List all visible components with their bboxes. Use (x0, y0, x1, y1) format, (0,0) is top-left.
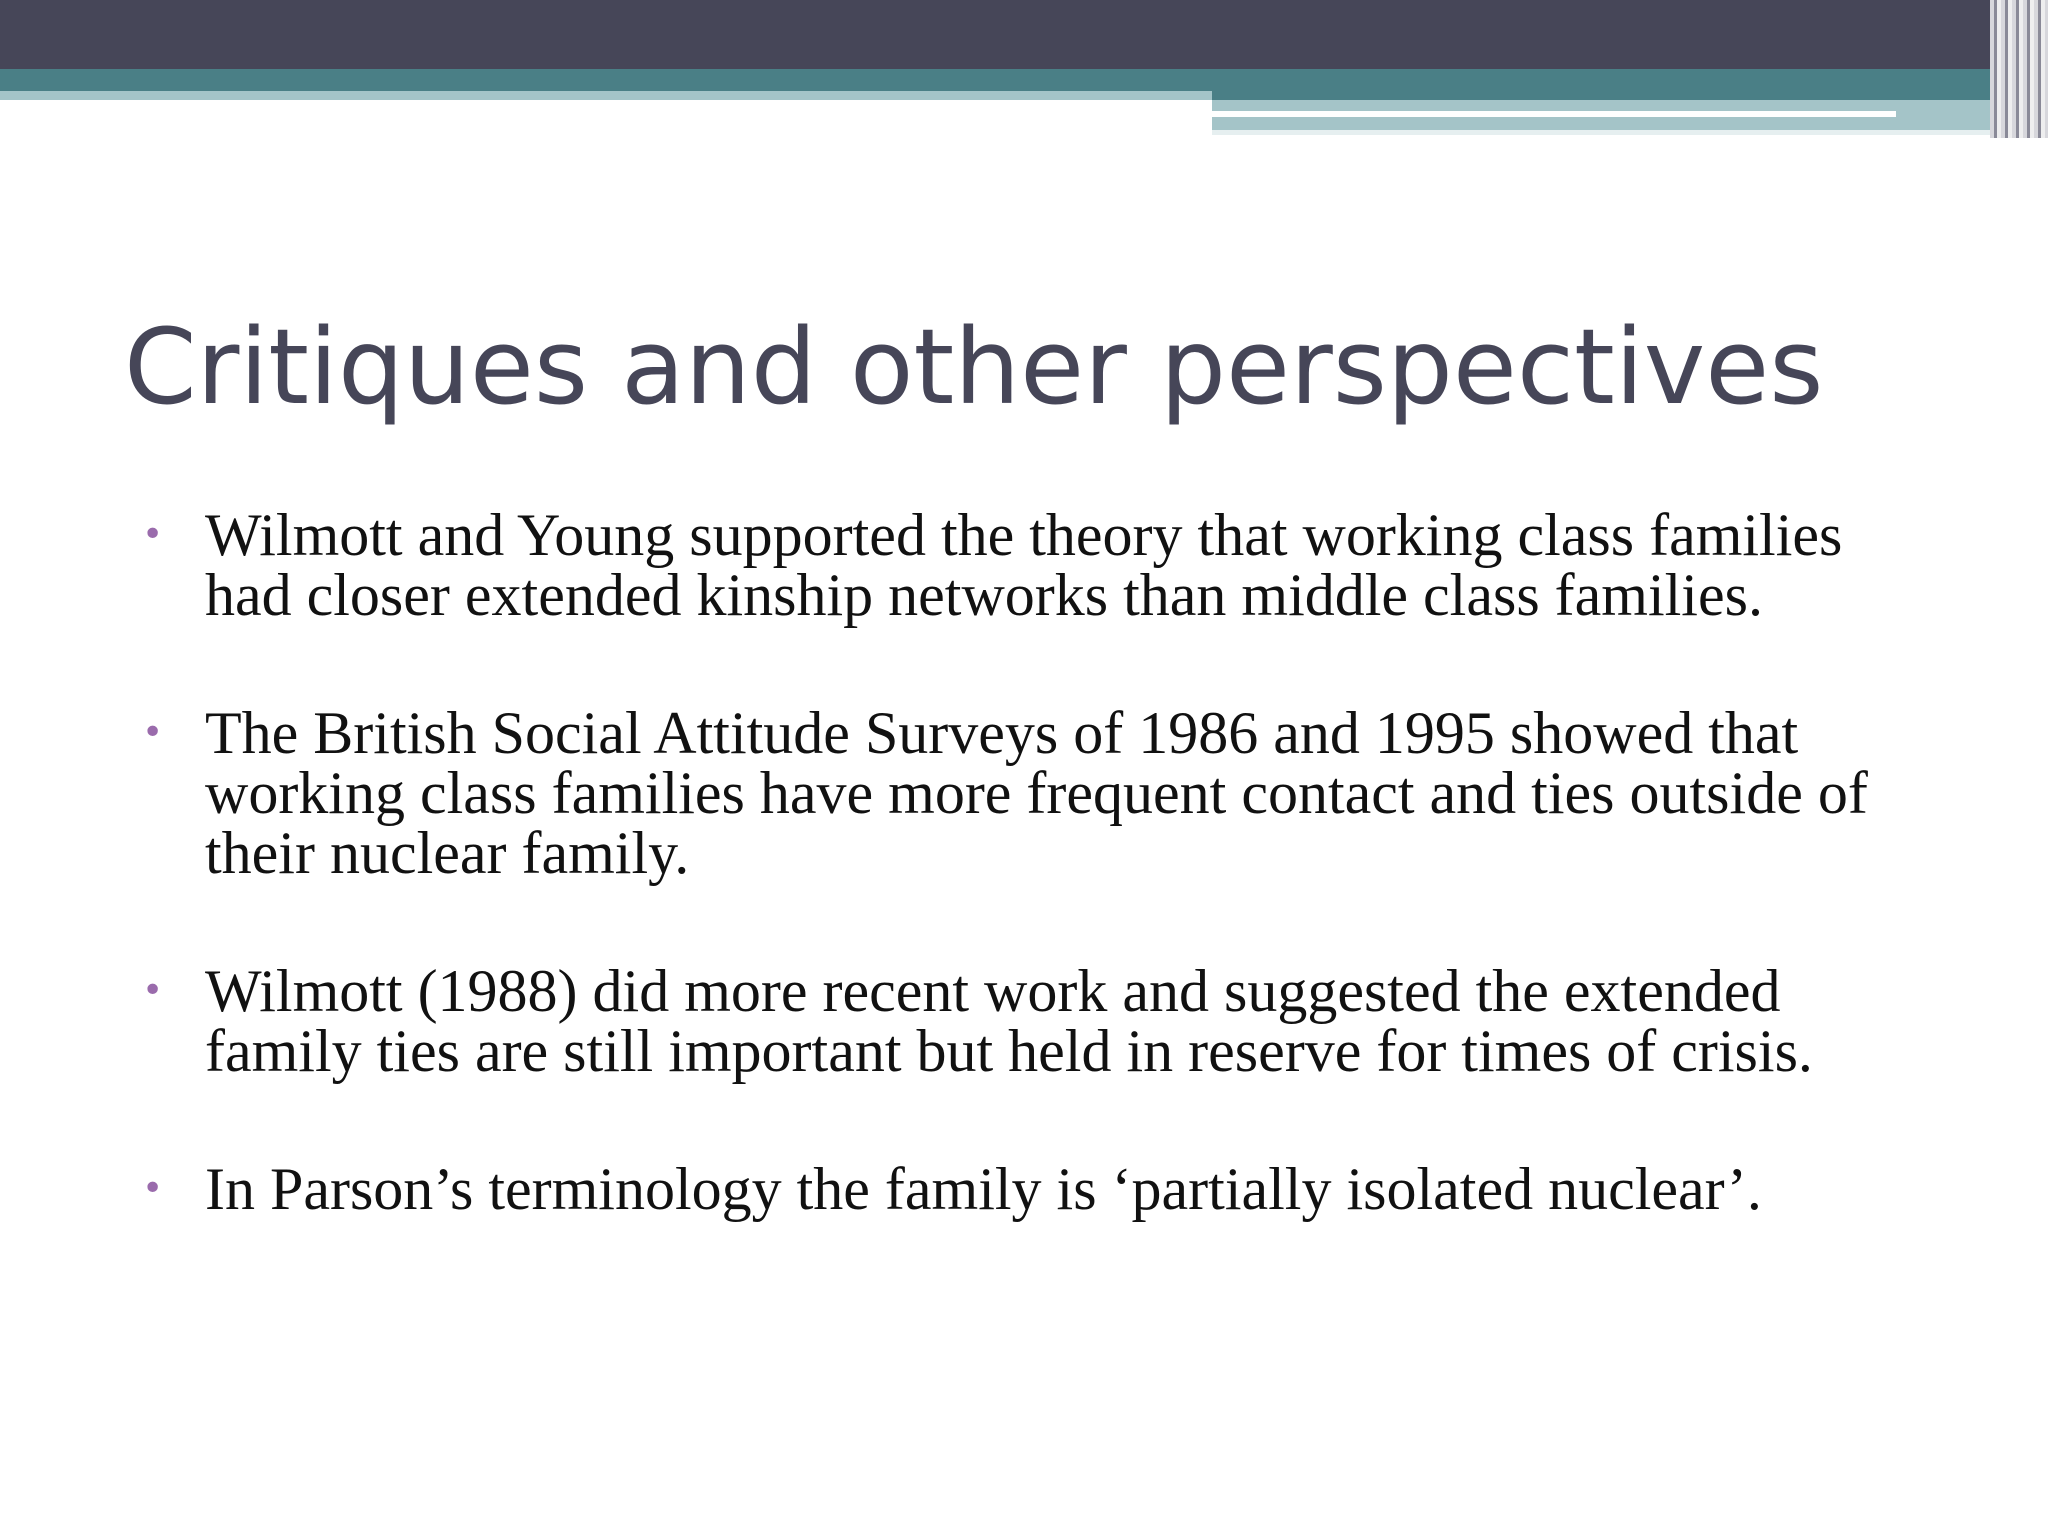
bullet-text: The British Social Attitude Surveys of 1986 and 1995 showed that working class families have more frequent contact and ties outside of their nuclear family. (205, 700, 1868, 886)
bullet-item (142, 1156, 1942, 1222)
header-band-teal (0, 69, 2048, 91)
bullet-text: Wilmott (1988) did more recent work and suggested the extended family ties are still important but held in reserve for times of crisis. (205, 958, 1813, 1084)
header-band-teal-right (1212, 91, 2048, 100)
bullet-dot-icon: • (142, 1168, 164, 1209)
bullet-item (142, 958, 1942, 1084)
bullet-item (142, 502, 1942, 628)
bullet-dot-icon: • (142, 514, 164, 555)
header-stripes-decoration (1990, 0, 2048, 138)
bullet-list (142, 502, 1942, 1297)
header-band-dark (0, 0, 2048, 69)
bullet-dot-icon: • (142, 970, 164, 1011)
header-band-fade (1212, 130, 2048, 135)
bullet-dot-icon: • (142, 712, 164, 753)
bullet-item (142, 700, 1942, 886)
slide-title: Critiques and other perspectives (124, 306, 1824, 428)
header-band-light-left (0, 91, 1212, 100)
header-white-line (1212, 111, 1896, 117)
bullet-text: Wilmott and Young supported the theory that working class families had closer extended kinship networks than middle class families. (205, 502, 1843, 628)
bullet-text: In Parson’s terminology the family is ‘partially isolated nuclear’. (205, 1156, 1762, 1222)
